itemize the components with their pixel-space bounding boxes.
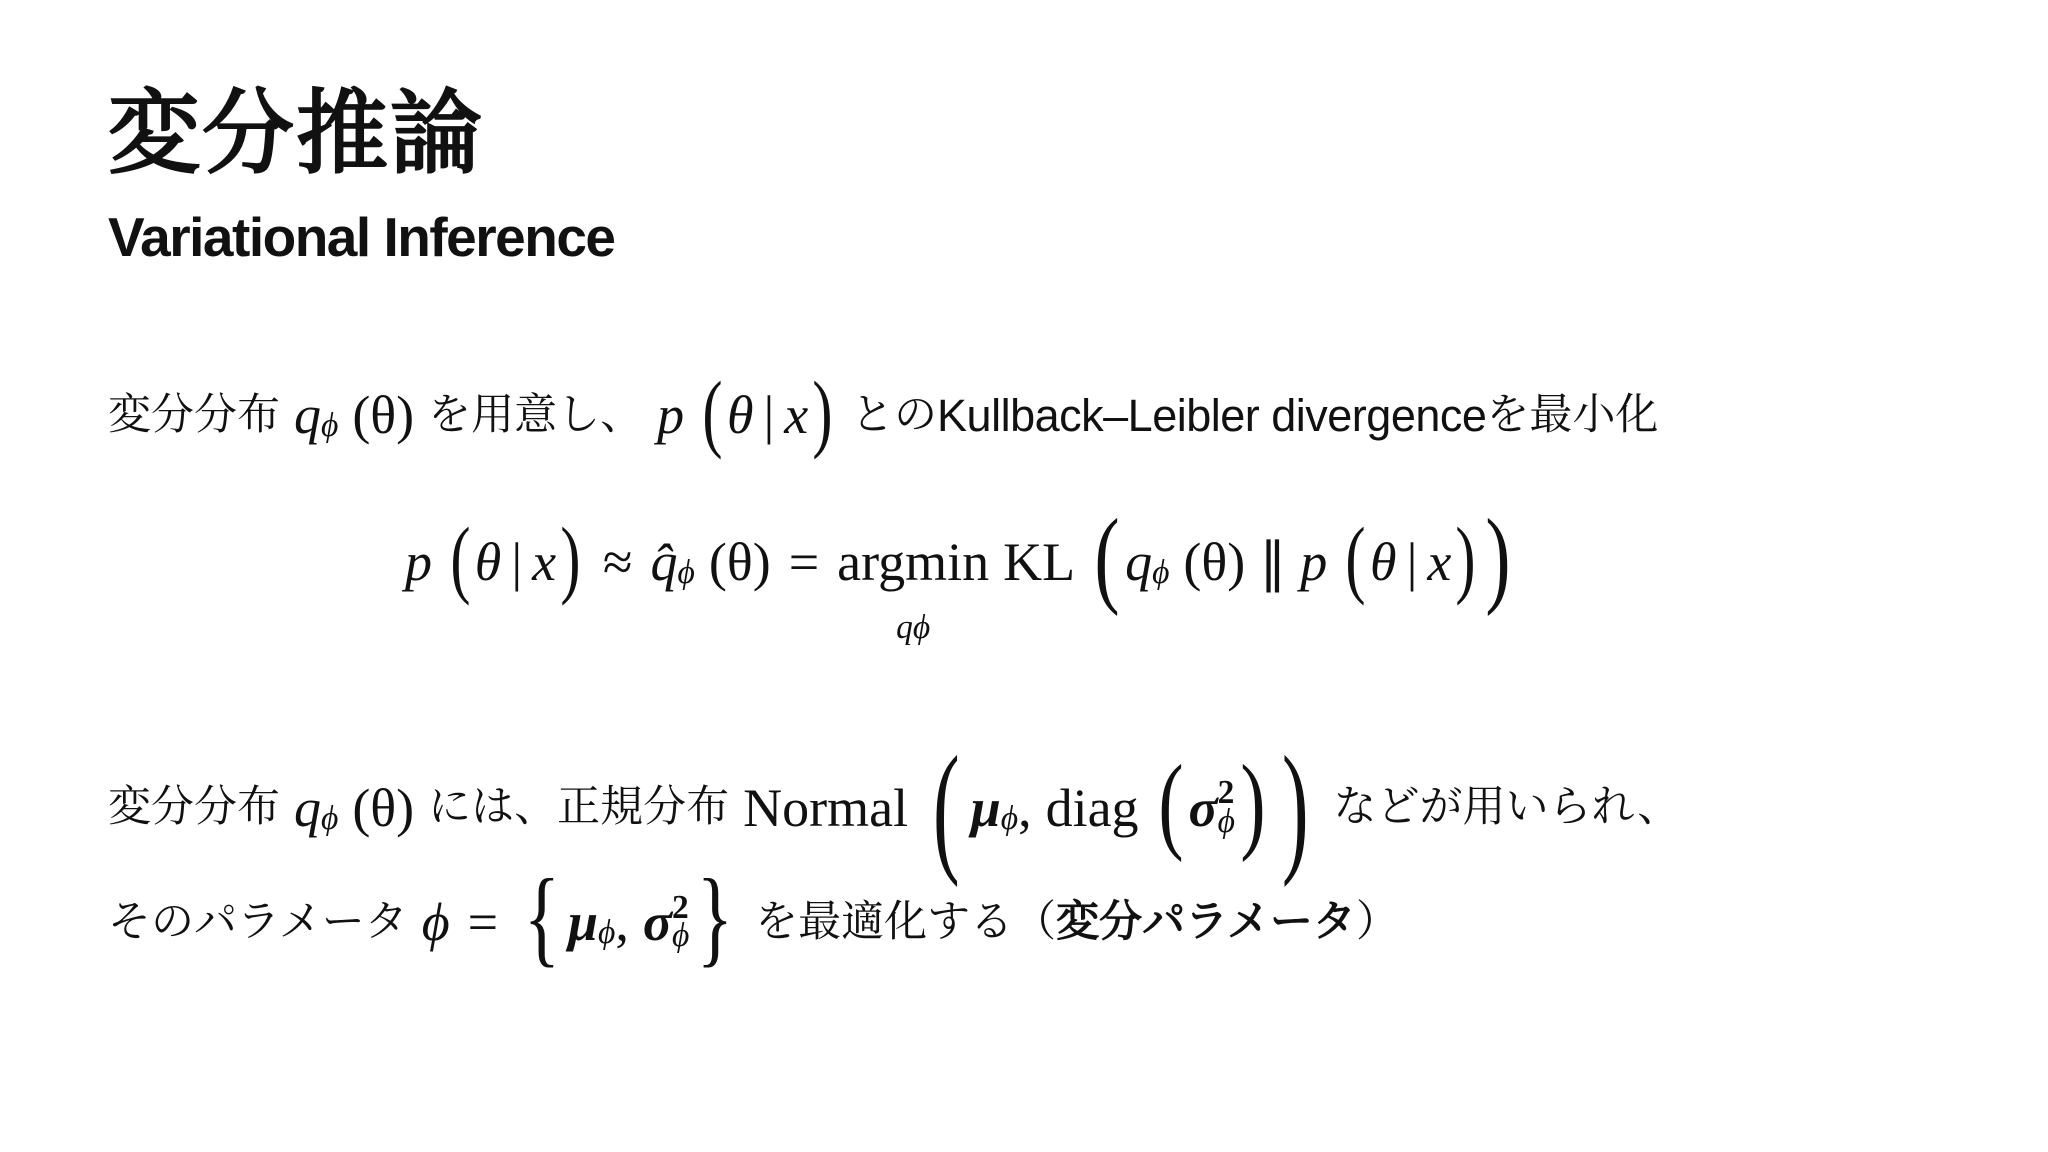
eq-qhat: q̂ xyxy=(650,532,678,592)
line2-suffix: などが用いられ、 xyxy=(1333,782,1681,833)
equation-body: p ( θ | x ) ≈ q̂ ϕ (θ) = argmin qϕ KL ( q ϕ (θ) ∥ p ( θ | x ) ) xyxy=(405,497,1511,646)
line1-suffix-jp: との xyxy=(851,389,938,440)
q2-phi-sub: ϕ xyxy=(321,799,339,837)
eq-kl: KL xyxy=(1003,532,1076,592)
eq-bar2: | xyxy=(1406,532,1418,592)
sigma3-symbol: σ xyxy=(642,892,672,952)
eq-parallel: ∥ xyxy=(1259,532,1287,593)
eq-argmin-sub: qϕ xyxy=(896,609,931,646)
display-equation xyxy=(405,497,1516,646)
line2-mid: には、正規分布 xyxy=(428,782,730,833)
mu3-symbol: μ xyxy=(567,892,599,952)
sigma3-sup: 2 xyxy=(671,888,689,926)
eq-approx: ≈ xyxy=(602,532,633,592)
eq-q-theta-arg: (θ) xyxy=(1183,532,1246,592)
q-symbol: q xyxy=(294,385,321,446)
eq-phi-sub: ϕ xyxy=(677,553,695,591)
eq-bar: | xyxy=(511,532,523,592)
phi-equals: = xyxy=(467,892,499,952)
eq-q-phi-sub: ϕ xyxy=(1152,553,1170,591)
line3-end: ） xyxy=(1355,896,1399,947)
diag-label: diag xyxy=(1045,777,1139,838)
sigma3-supsub xyxy=(671,888,690,954)
eq-equals: = xyxy=(788,532,820,592)
line3-prefix: そのパラメータ xyxy=(108,896,408,947)
theta-arg: (θ) xyxy=(352,385,415,446)
sigma-supsub xyxy=(1217,774,1235,840)
line1-prefix: 変分分布 xyxy=(108,389,280,440)
given-bar: | xyxy=(763,385,775,446)
text-line-2 xyxy=(108,726,1681,888)
slide-title: 変分推論 xyxy=(108,80,485,187)
slide-subtitle: Variational Inference xyxy=(108,206,615,268)
line3-mid: を最適化する（ xyxy=(755,896,1057,947)
sigma-symbol: σ xyxy=(1188,777,1218,838)
phi-sub: ϕ xyxy=(321,407,339,445)
q2-theta-arg: (θ) xyxy=(352,777,415,838)
eq-theta: θ xyxy=(474,532,502,592)
mu-symbol: μ xyxy=(970,777,1001,838)
math-phi-set: ϕ = { μ ϕ , σ 2 ϕ } xyxy=(421,857,734,977)
normal-label: Normal xyxy=(743,777,909,838)
line1-mid: を用意し、 xyxy=(428,389,644,440)
mu-phi-sub: ϕ xyxy=(1000,799,1019,837)
eq-argmin-label: argmin xyxy=(837,532,990,592)
eq-theta-arg: (θ) xyxy=(708,532,771,592)
line2-prefix: 変分分布 xyxy=(108,782,280,833)
math-q-phi-theta-2 xyxy=(294,777,415,838)
p-symbol: p xyxy=(657,385,685,446)
sigma-sup: 2 xyxy=(1217,774,1235,812)
comma3: , xyxy=(615,892,629,952)
eq-argmin xyxy=(837,531,990,646)
line3-bold-term: 変分パラメータ xyxy=(1056,896,1356,947)
eq-x2: x xyxy=(1427,532,1452,592)
math-posterior: p ( θ | x ) xyxy=(657,363,833,460)
eq-p2: p xyxy=(1300,532,1328,592)
eq-p: p xyxy=(405,532,432,592)
sigma-phi-sub: ϕ xyxy=(1217,802,1235,840)
line1-suffix-latin: Kullback–Leibler divergence xyxy=(937,389,1487,441)
math-q-phi-theta xyxy=(294,385,415,446)
sigma3-phi-sub: ϕ xyxy=(671,917,690,954)
eq-theta2: θ xyxy=(1370,532,1397,592)
text-line-3 xyxy=(108,857,1399,977)
text-line-1 xyxy=(108,363,1659,460)
q2-symbol: q xyxy=(294,777,321,838)
mu3-phi-sub: ϕ xyxy=(598,913,616,951)
theta-symbol: θ xyxy=(726,385,754,446)
phi-symbol: ϕ xyxy=(421,892,450,952)
eq-x: x xyxy=(532,532,557,592)
line1-suffix-end: を最小化 xyxy=(1486,389,1659,440)
comma: , xyxy=(1018,777,1032,838)
math-normal: Normal ( μ ϕ , diag ( σ 2 ϕ ) ) xyxy=(743,726,1309,888)
eq-q: q xyxy=(1125,532,1153,592)
x-symbol: x xyxy=(784,385,809,446)
